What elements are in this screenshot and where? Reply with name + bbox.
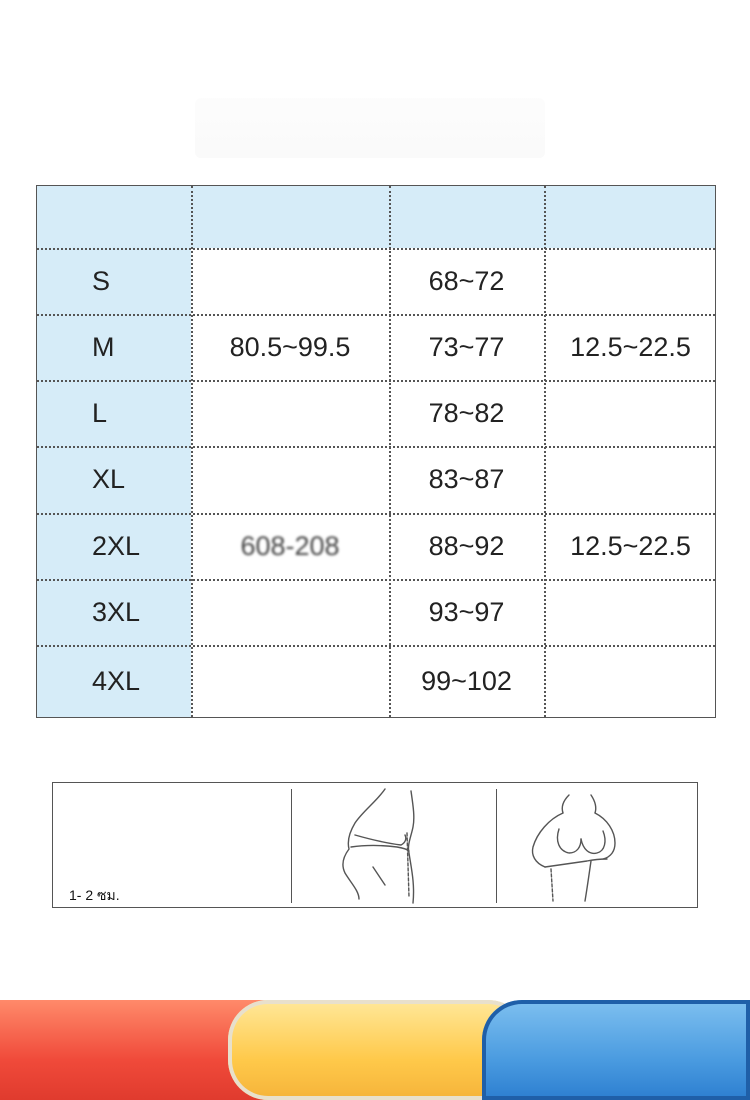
range-value: 80.5~99.5 bbox=[229, 331, 351, 362]
size-label: XL bbox=[92, 464, 126, 494]
waist-value: 83~87 bbox=[428, 464, 505, 494]
col-divider bbox=[191, 186, 193, 717]
size-label: 3XL bbox=[92, 596, 141, 627]
waist-value: 99~102 bbox=[421, 665, 512, 696]
size-label: 4XL bbox=[92, 665, 141, 696]
measure-instruction-panel bbox=[52, 782, 698, 908]
waist-measure-figure bbox=[315, 787, 455, 905]
bust-measure-figure bbox=[511, 789, 651, 903]
measure-note: 1- 2 ซม. bbox=[69, 887, 120, 903]
panel-divider bbox=[291, 789, 292, 903]
size-table bbox=[36, 185, 716, 718]
waist-value: 73~77 bbox=[428, 331, 505, 362]
waist-value: 93~97 bbox=[428, 596, 505, 627]
waist-value: 78~82 bbox=[428, 397, 505, 428]
range-value: 608-208 bbox=[240, 530, 340, 561]
difference-value: 12.5~22.5 bbox=[570, 331, 691, 362]
col-divider bbox=[544, 186, 546, 717]
blue-banner-bar bbox=[482, 1000, 750, 1100]
waist-value: 88~92 bbox=[428, 530, 505, 561]
size-label: S bbox=[92, 265, 111, 296]
waist-value: 68~72 bbox=[428, 265, 505, 296]
faint-title-area bbox=[195, 98, 545, 158]
size-label: 2XL bbox=[92, 530, 141, 561]
panel-divider bbox=[496, 789, 497, 903]
size-label: L bbox=[92, 397, 108, 428]
size-label: M bbox=[92, 331, 115, 362]
difference-value: 12.5~22.5 bbox=[570, 530, 691, 561]
